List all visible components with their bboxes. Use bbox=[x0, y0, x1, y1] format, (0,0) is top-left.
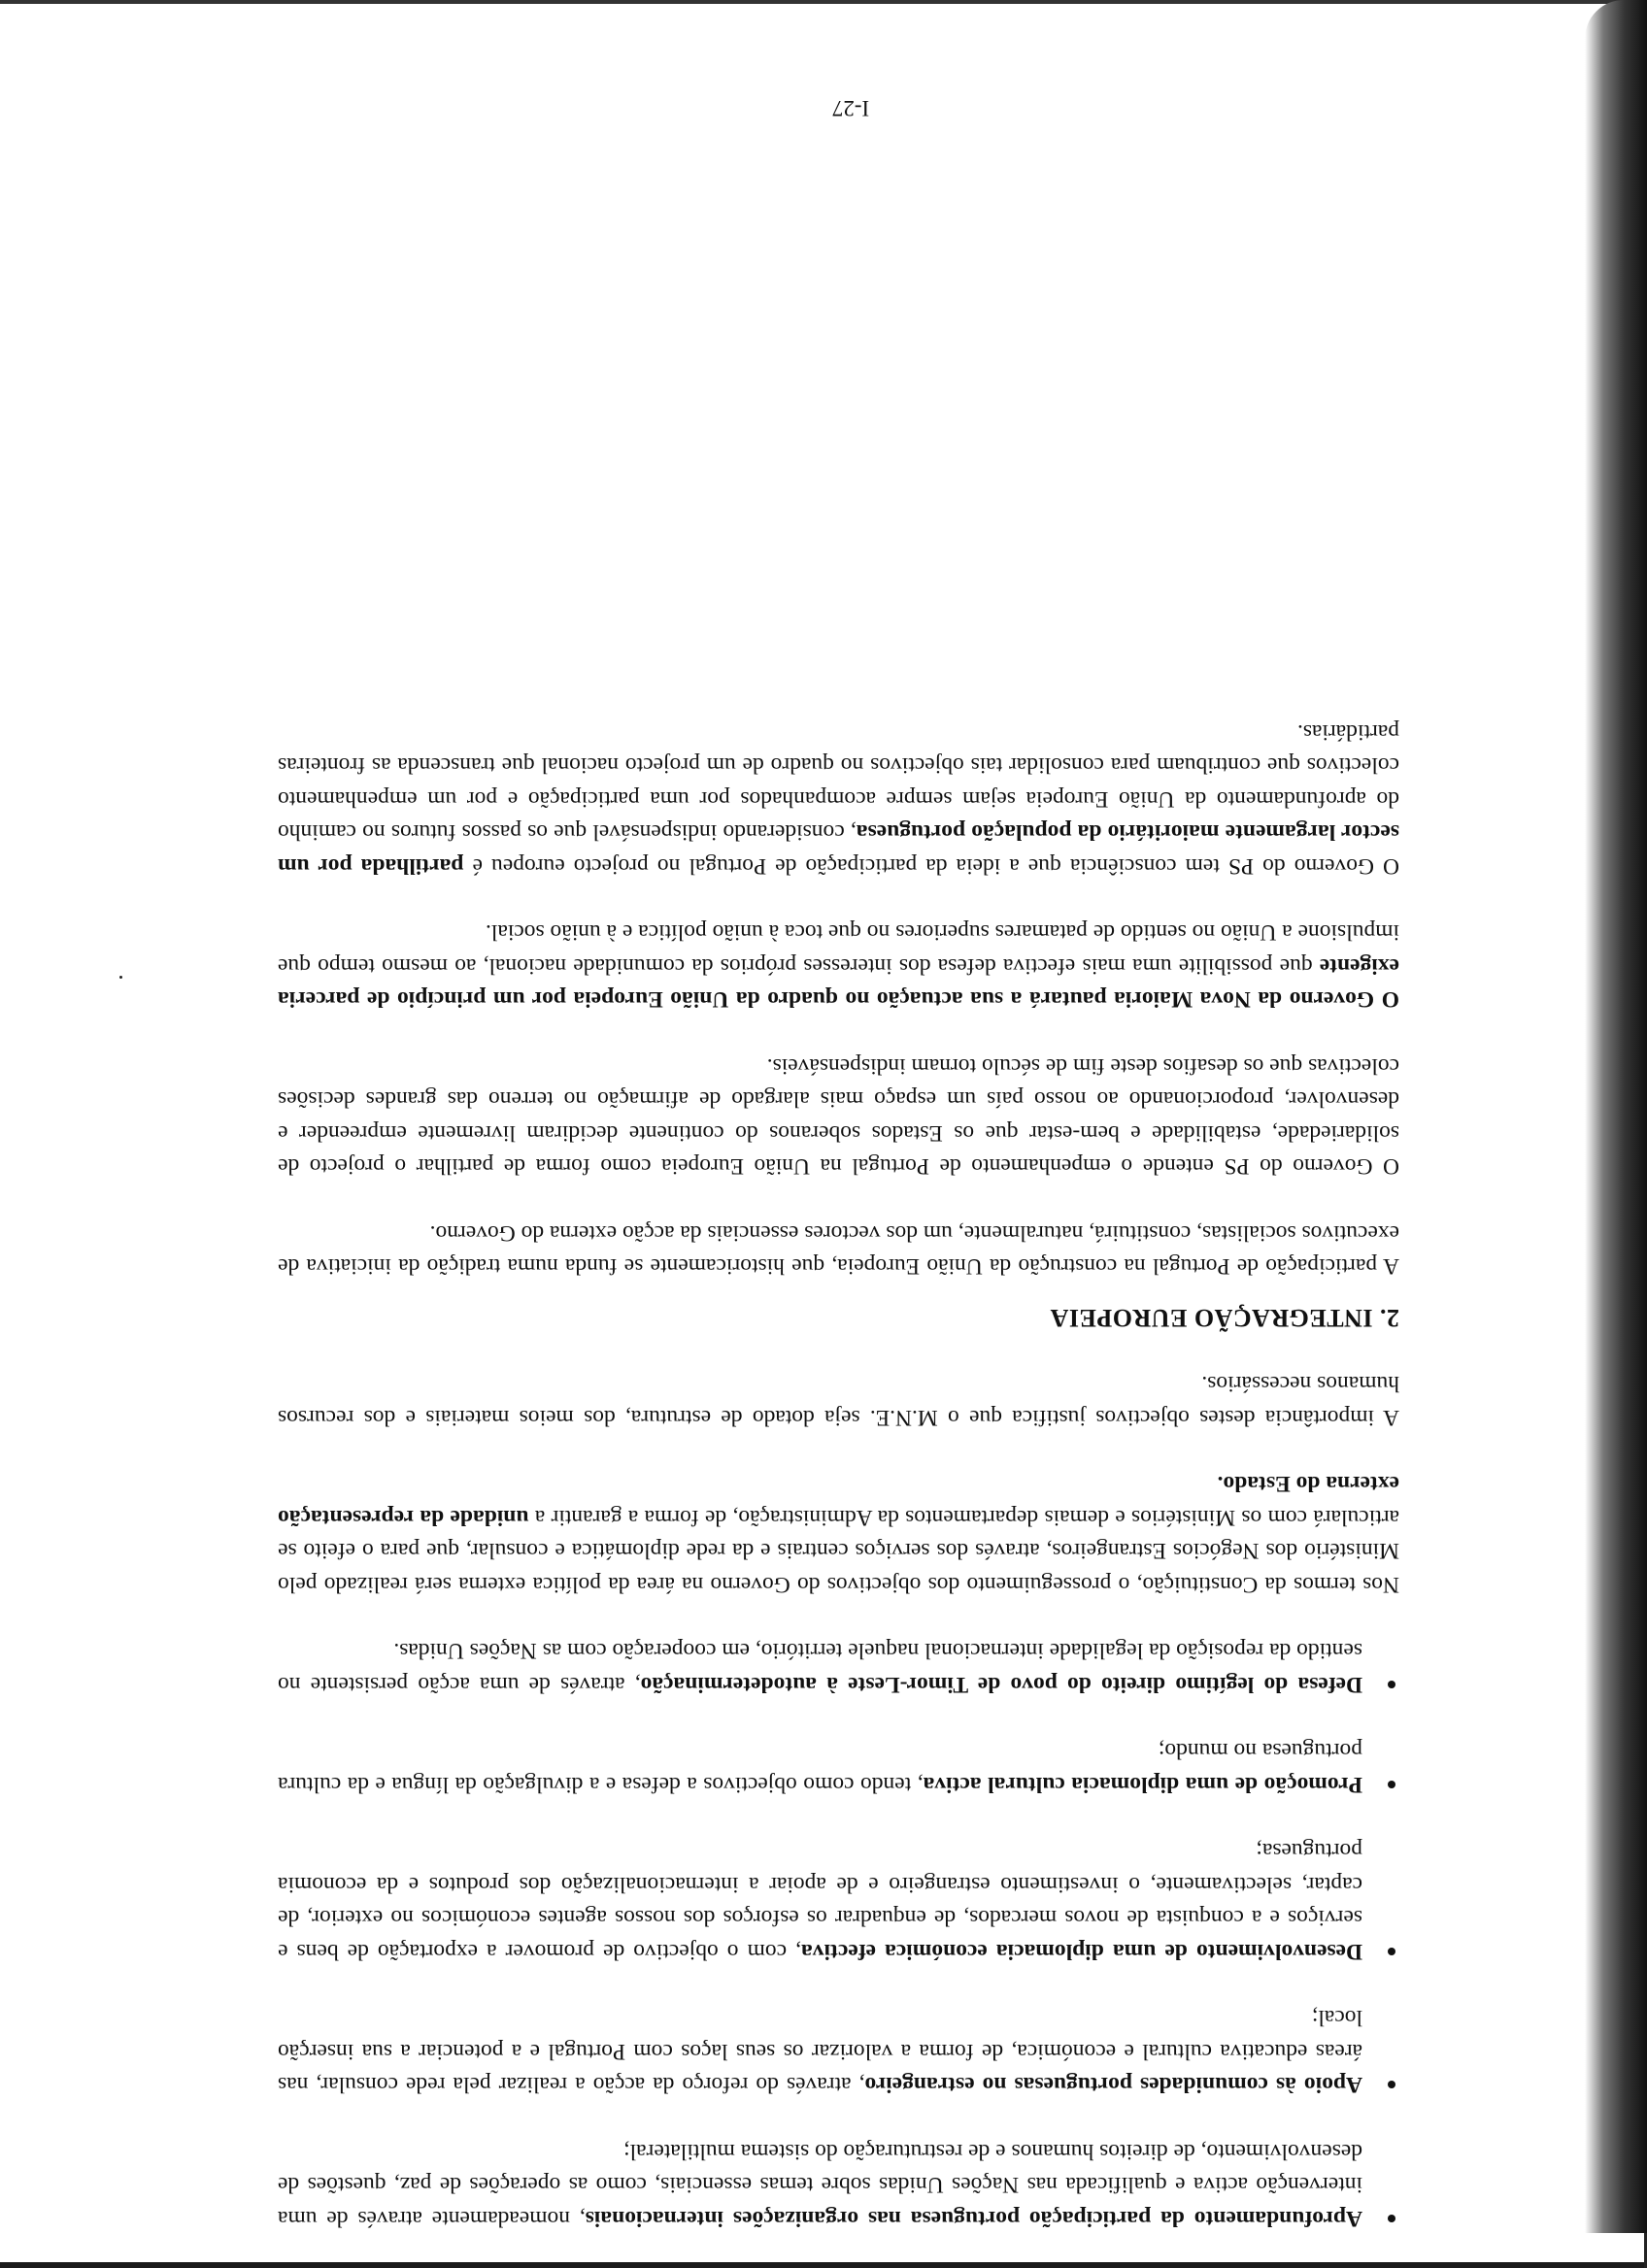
section-heading: 2. INTEGRAÇÃO EUROPEIA bbox=[1050, 1304, 1399, 1332]
list-item bbox=[278, 1734, 1399, 1801]
bullet-text: , tendo como objectivos a defesa e a divulgação da língua e da cultura portuguesa no mundo; bbox=[278, 1738, 1362, 1797]
paragraph-text: que possibilite uma mais efectiva defesa dos interesses próprios da comunidade nacional, ao mesmo tempo que impulsione a União no sentido de patamares superiores no que toca à união política e à união social. bbox=[278, 919, 1399, 979]
paragraph-text: Nos termos da Constituição, o prosseguimento dos objectivos do Governo na área da política externa será realizado pelo Ministério dos Negócios Estrangeiros, através dos serviços centrais e da rede diplomática e consular, que para o efeito se articulará com os Ministérios e demais departamentos da Administração, de forma a garantir a bbox=[278, 1505, 1399, 1597]
paragraph-constituicao bbox=[278, 1467, 1399, 1601]
bullet-bold: Promoção de uma diplomacia cultural activa bbox=[923, 1772, 1362, 1797]
paragraph-text: O Governo do PS tem consciência que a ideia da participação de Portugal no projecto europeu é bbox=[463, 853, 1399, 879]
bullet-icon bbox=[1388, 2082, 1395, 2089]
paragraph-bold: unidade da representação externa do Estado bbox=[278, 1471, 1399, 1530]
bullet-icon bbox=[1388, 1681, 1395, 1688]
paragraph-text: , considerando indispensável que os passos futuros no caminho do aprofundamento da União Europeia sejam sempre acompanhados por uma participação e por um empenhamento colectivos que contribuam para consolidar tais objectivos no quadro de um projecto nacional que transcenda as fronteiras partidárias. bbox=[278, 719, 1399, 846]
paragraph-bold: partilhada por um sector largamente maioritário da população portuguesa bbox=[278, 819, 1399, 879]
paragraph-participacao: A participação de Portugal na construção da União Europeia, que historicamente se funda numa tradição da iniciativa de executivos socialistas, constituirá, naturalmente, um dos vectores essenciais da acção externa do Governo. bbox=[278, 1220, 1399, 1280]
list-item bbox=[278, 2001, 1399, 2102]
scan-edge-bottom bbox=[0, 0, 1647, 4]
text-column bbox=[278, 683, 1399, 2236]
bullet-text: , através do reforço da acção a realizar pela rede consular, nas áreas educativa cultural e económica, de forma a valorizar os seus laços com Portugal e a potenciar a sua inserção local; bbox=[278, 2005, 1362, 2098]
list-item bbox=[278, 2135, 1399, 2236]
paragraph-empenhamento: O Governo do PS entende o empenhamento de Portugal na União Europeia como forma de partilhar o projecto de solidariedade, estabilidade e bem-estar que os Estados soberanos do continente decidiram livremente empreender e desenvolver, proporcionando ao nosso país um espaço mais alargado de afirmação no terreno das grandes decisões colectivas que os desafios deste fim de século tornam indispensáveis. bbox=[278, 1053, 1399, 1180]
paragraph-nova-maioria bbox=[278, 916, 1399, 1017]
list-item bbox=[278, 1834, 1399, 1968]
bullet-icon bbox=[1388, 1781, 1395, 1788]
bullet-bold: Desenvolvimento de uma diplomacia económica efectiva bbox=[801, 1939, 1362, 1964]
bullet-bold: Aprofundamento da participação portuguesa nas organizações internacionais bbox=[585, 2206, 1362, 2231]
bullet-text: , nomeadamente através de uma intervenção activa e qualificada nas Nações Unidas sobre temas essenciais, como as operações de paz, questões de desenvolvimento, de direitos humanos e de restruturação do sistema multilateral; bbox=[278, 2139, 1362, 2231]
objectives-list bbox=[278, 1634, 1399, 2235]
bullet-text: , com o objectivo de promover a exportação de bens e serviços e a conquista de novos mercados, de enquadrar os esforços dos nossos agentes económicos no exterior, de captar, selectivamente, o investimento estrangeiro e de apoiar a internacionalização dos produtos e da economia portuguesa; bbox=[278, 1838, 1362, 1964]
bullet-bold: Apoio às comunidades portuguesas no estrangeiro bbox=[864, 2072, 1362, 2098]
page-curl-shadow bbox=[1585, 0, 1647, 2233]
scan-edge-top bbox=[0, 2262, 1647, 2268]
bullet-text: , através de uma acção persistente no sentido da reposição da legalidade internacional naquele território, em cooperação com as Nações Unidas. bbox=[277, 1638, 1362, 1697]
paragraph-end: . bbox=[1217, 1471, 1224, 1497]
paragraph-importancia: A importância destes objectivos justifica que o M.N.E. seja dotado de estrutura, dos meios materiais e dos recursos humanos necessários. bbox=[278, 1371, 1399, 1430]
page-number: I-27 bbox=[831, 96, 870, 120]
bullet-icon bbox=[1388, 1948, 1395, 1955]
list-item bbox=[278, 1634, 1399, 1701]
bullet-icon bbox=[1388, 2215, 1395, 2222]
paragraph-bold: O Governo da Nova Maioria pautará a sua actuação no quadro da União Europeia por um princípio de parceria exigente bbox=[278, 953, 1399, 1013]
bullet-bold: Defesa do legítimo direito do povo de Timor-Leste à autodeterminação bbox=[640, 1672, 1362, 1697]
paragraph-consciencia bbox=[278, 716, 1399, 884]
scan-speck bbox=[119, 976, 122, 979]
